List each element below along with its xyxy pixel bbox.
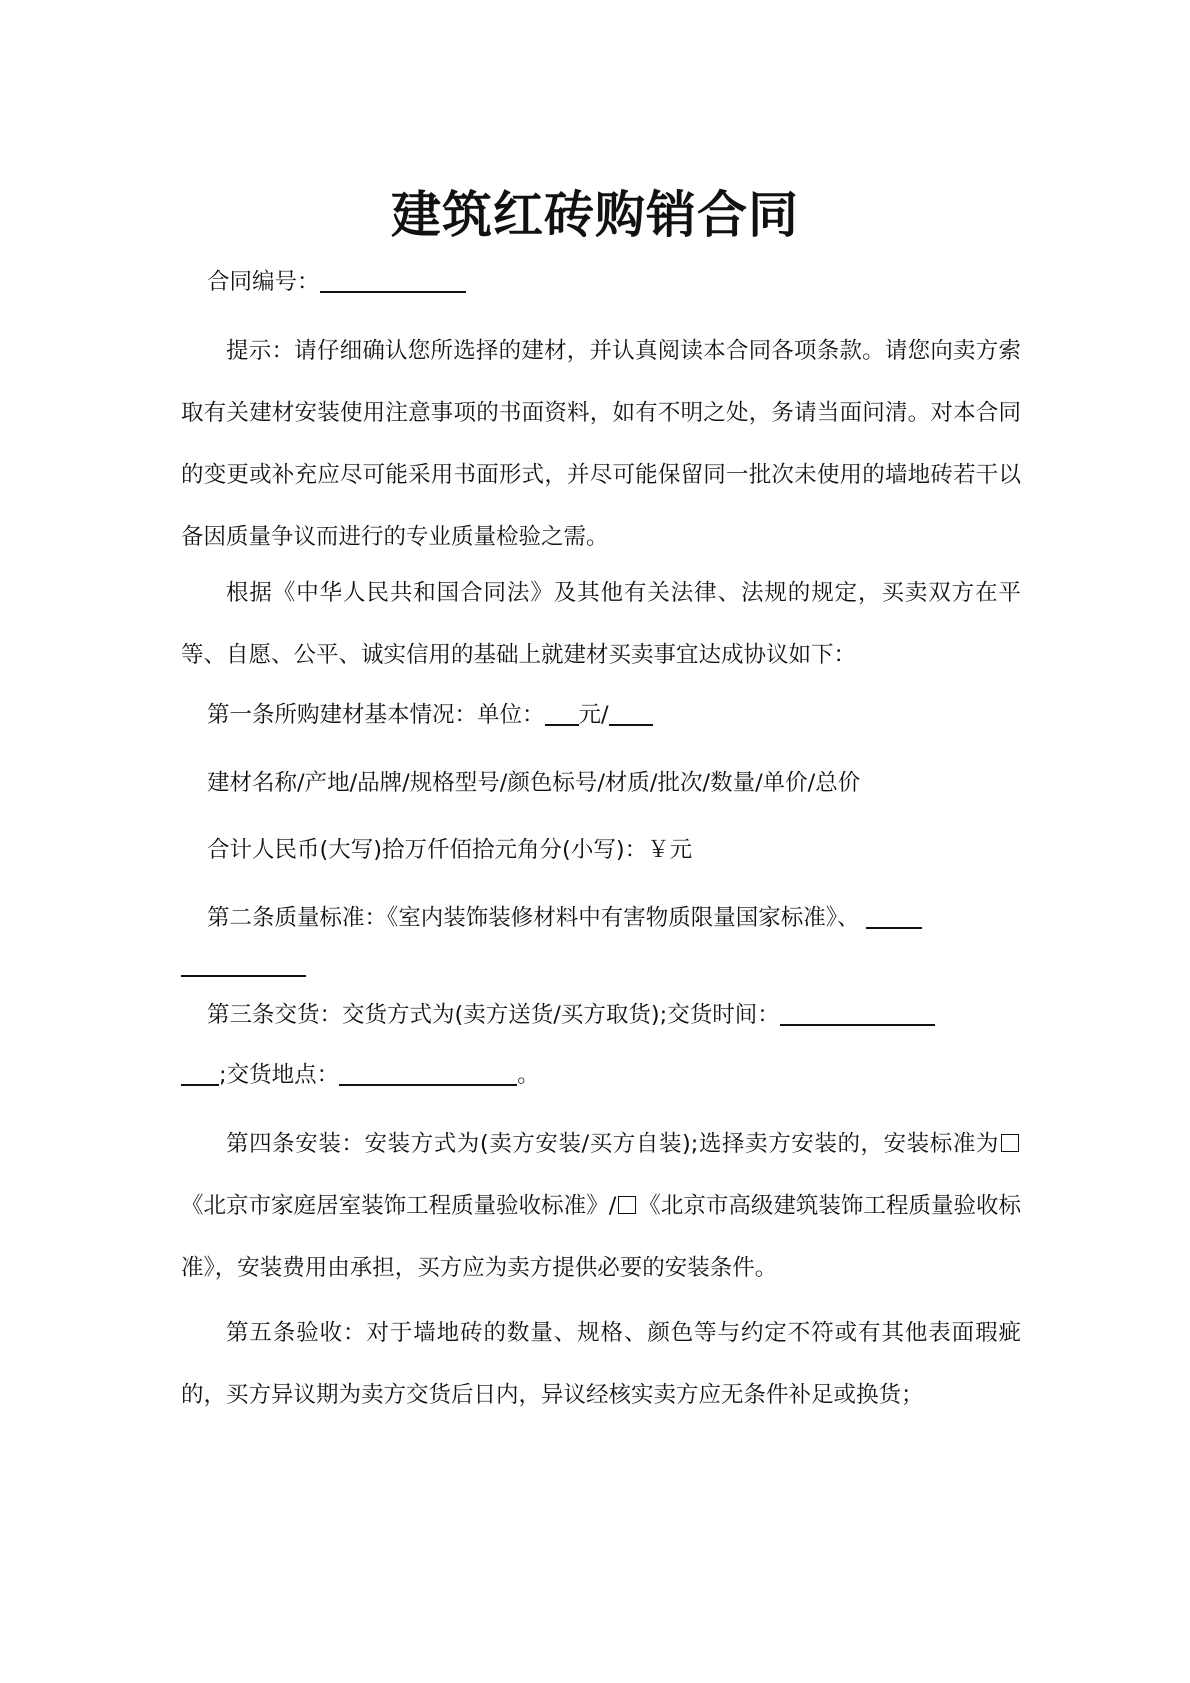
article-4-standard-2: 《北京市高级建筑装饰工程质量验收标准》，安装费用由承担，买方应为卖方提供必要的安装条件。 — [181, 1193, 1021, 1281]
contract-number-blank[interactable] — [320, 265, 466, 293]
standard-1-checkbox[interactable] — [1001, 1134, 1019, 1152]
article-4-paragraph — [181, 1113, 1021, 1299]
article-3-text: 第三条交货：交货方式为(卖方送货/买方取货);交货时间： — [207, 1002, 780, 1028]
delivery-time-blank-2[interactable] — [181, 1058, 219, 1086]
standard-2-checkbox[interactable] — [618, 1196, 636, 1214]
quality-standard-blank-2[interactable] — [181, 949, 306, 977]
contract-number-line — [207, 262, 466, 302]
delivery-place-label: ;交货地点： — [219, 1062, 340, 1088]
article-4-standard-1: 《北京市家庭居室装饰工程质量验收标准》/ — [181, 1193, 617, 1219]
unit-blank-1[interactable] — [545, 698, 579, 726]
article-3-line-2 — [181, 1055, 540, 1095]
contract-number-label: 合同编号： — [207, 269, 320, 295]
article-4-text: 第四条安装：安装方式为(卖方安装/买方自装);选择卖方安装的，安装标准为 — [226, 1131, 999, 1157]
article-3-line — [207, 995, 935, 1035]
quality-standard-blank-1[interactable] — [866, 901, 922, 929]
article-5-paragraph: 第五条验收：对于墙地砖的数量、规格、颜色等与约定不符或有其他表面瑕疵的，买方异议期为卖方交货后日内，异议经核实卖方应无条件补足或换货； — [181, 1320, 1021, 1408]
quality-standard-continue — [181, 946, 306, 986]
article-2-text: 第二条质量标准：《室内装饰装修材料中有害物质限量国家标准》、 — [207, 905, 860, 931]
article-3-end: 。 — [517, 1062, 540, 1088]
article-1-mid: 元/ — [578, 702, 609, 728]
article-1-total: 合计人民币(大写)拾万仟佰拾元角分(小写)：￥元 — [207, 837, 693, 863]
article-2-line — [207, 898, 922, 938]
notice-paragraph: 提示：请仔细确认您所选择的建材，并认真阅读本合同各项条款。请您向卖方索取有关建材安装使用注意事项的书面资料，如有不明之处，务请当面问清。对本合同的变更或补充应尽可能采用书面形式，并尽可能保留同一批次未使用的墙地砖若干以备因质量争议而进行的专业质量检验之需。 — [181, 338, 1021, 550]
delivery-place-blank[interactable] — [339, 1058, 517, 1086]
delivery-time-blank-1[interactable] — [780, 998, 935, 1026]
article-1-text: 第一条所购建材基本情况：单位： — [207, 702, 545, 728]
unit-blank-2[interactable] — [609, 698, 653, 726]
article-1-line — [207, 695, 653, 735]
article-1-fields: 建材名称/产地/品牌/规格型号/颜色标号/材质/批次/数量/单价/总价 — [207, 770, 861, 796]
document-title: 建筑红砖购销合同 — [391, 186, 799, 244]
basis-paragraph: 根据《中华人民共和国合同法》及其他有关法律、法规的规定，买卖双方在平等、自愿、公平、诚实信用的基础上就建材买卖事宜达成协议如下： — [181, 580, 1021, 668]
